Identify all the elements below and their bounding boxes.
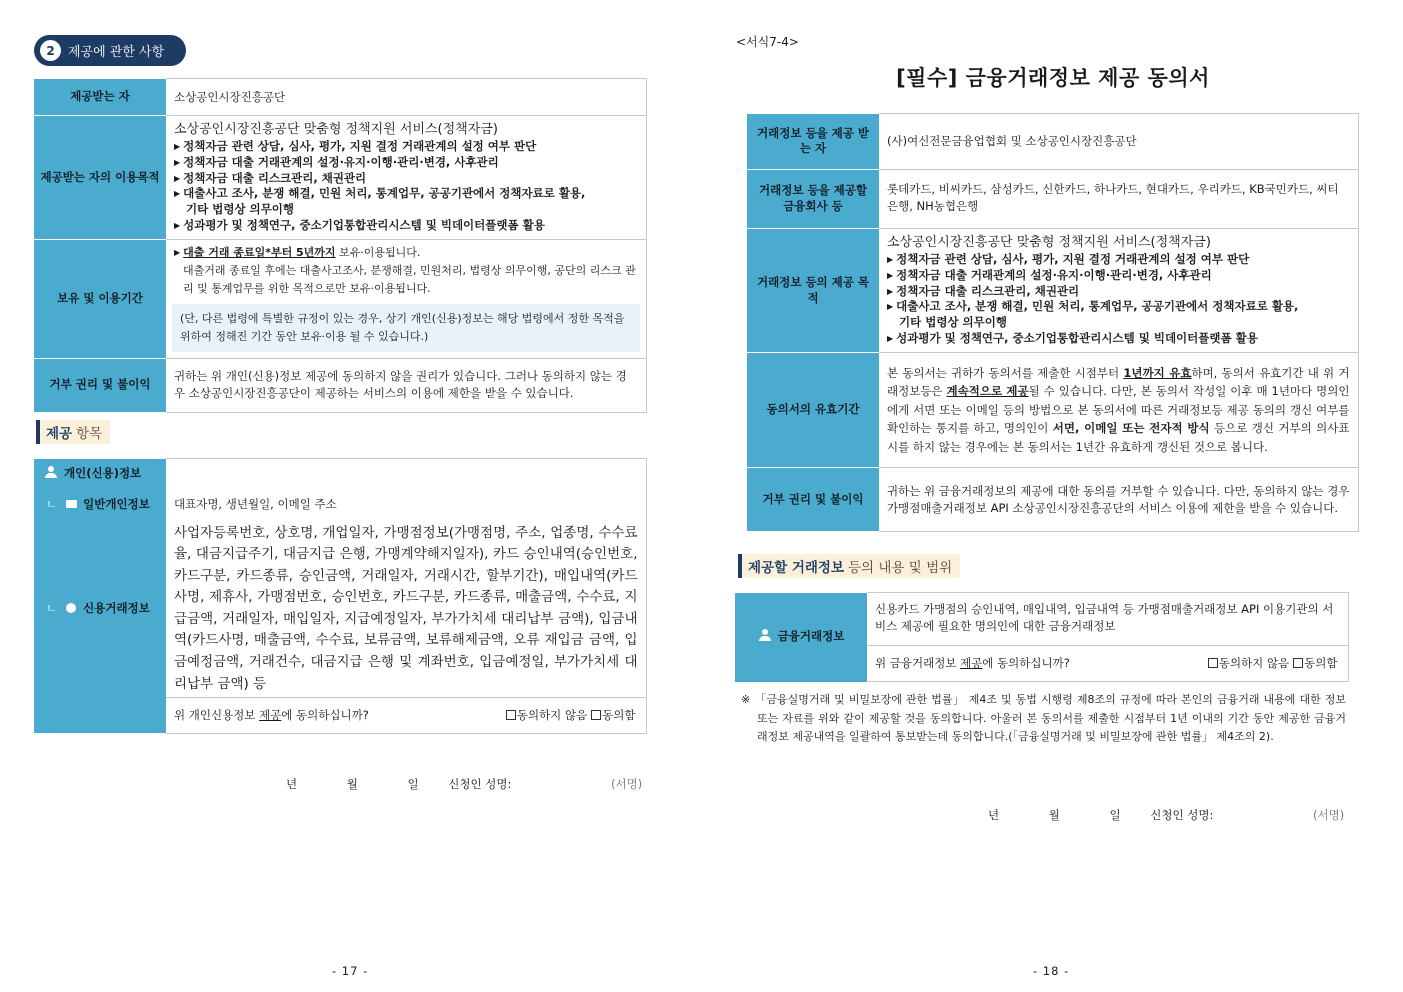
applicant-name-label: 신청인 성명: xyxy=(1150,808,1214,822)
purpose-label: 거래정보 등의 제공 목적 xyxy=(747,229,879,353)
purpose-label: 제공받는 자의 이용목적 xyxy=(34,116,166,240)
applicant-name-label: 신청인 성명: xyxy=(448,777,512,791)
purpose-item: ▶ 정책자금 관련 상담, 심사, 평가, 지원 결정 거래관계의 설정 여부 판단 xyxy=(174,139,638,155)
purpose-item: ▶ 성과평가 및 정책연구, 중소기업통합관리시스템 및 빅데이터플랫폼 활용 xyxy=(174,218,638,234)
purpose-item: ▶ 성과평가 및 정책연구, 중소기업통합관리시스템 및 빅데이터플랫폼 활용 xyxy=(887,331,1350,347)
items-table xyxy=(34,458,647,734)
clock-icon xyxy=(66,603,76,613)
recipient-label: 거래정보 등을 제공 받는 자 xyxy=(747,114,879,170)
recipient-row xyxy=(34,79,646,116)
agree-label: 동의함 xyxy=(602,708,636,723)
sign-month: 월 xyxy=(1048,808,1060,822)
validity-row xyxy=(747,353,1358,468)
fin-info-label: 금융거래정보 xyxy=(735,593,867,682)
retention-label: 보유 및 이용기간 xyxy=(34,240,166,359)
signature-placeholder: (서명) xyxy=(611,777,643,791)
refusal-text: 귀하는 위 금융거래정보의 제공에 대한 동의를 거부할 수 있습니다. 다만, 동의하지 않는 경우가맹점매출거래정보 API 소상공인시장진흥공단의 서비스 이용에 제한을 받을 수 있습니다. xyxy=(879,468,1358,532)
items-subheading xyxy=(36,420,110,444)
purpose-item-cont: 기타 법령상 의무이행 xyxy=(899,315,1007,330)
credit-info-value: 사업자등록번호, 상호명, 개업일자, 가맹점정보(가맹점명, 주소, 업종명, 수수료율, 대금지급주기, 대금지급 은행, 가맹계약해지일자), 카드 승인내역(승인번호, 카드구분, 카드종류, 승인금액, 거래일자, 거래시간, 할부기간), 매입내역(카드사명, 제휴사, 가맹점번호, 승인번호, 카드구분, 카드종류, 매출금액, 수수료, 지급금액, 거래일자, 매입일자, 지급예정일자, 부가가치세 대리납부 금액), 입금내역(카드사명, 매출금액, 수수료, 보류금액, 보류해제금액, 오류 재입금 금액, 입금예정금액, 거래건수, 대금지급 은행 및 계좌번호, 입금예정일, 부가가치세 대리납부 금액) 등 xyxy=(166,521,646,698)
fin-info-table xyxy=(735,592,1349,682)
retention-note: (단, 다른 법령에 특별한 규정이 있는 경우, 상기 개인(신용)정보는 해당 법령에서 정한 목적을 위하여 정해진 기간 동안 보유·이용 될 수 있습니다.) xyxy=(172,304,640,351)
fin-info-value: 신용카드 가맹점의 승인내역, 매입내역, 입금내역 등 가맹점매출거래정보 API 이용기관의 서비스 제공에 필요한 명의인에 대한 금융거래정보 xyxy=(867,593,1348,646)
refusal-label: 거부 권리 및 불이익 xyxy=(34,358,166,412)
recipient-label: 제공받는 자 xyxy=(34,79,166,116)
recipient-value: 소상공인시장진흥공단 xyxy=(166,79,646,116)
sign-line xyxy=(988,807,1344,823)
sign-year: 년 xyxy=(988,808,1000,822)
refusal-label: 거부 권리 및 불이익 xyxy=(747,468,879,532)
items-heading-rest: 항목 xyxy=(76,426,103,442)
sign-line xyxy=(286,776,642,792)
retention-detail: 대출거래 종료일 후에는 대출사고조사, 분쟁해결, 민원처리, 법령상 의무이행, 공단의 리스크 관리 및 통계업무를 위한 목적으로만 보유·이용됩니다. xyxy=(183,264,636,296)
form-code: <서식7-4> xyxy=(736,35,799,49)
agree-checkbox[interactable] xyxy=(1293,658,1303,668)
purpose-item: ▶ 대출사고 조사, 분쟁 해결, 민원 처리, 통계업무, 공공기관에서 정책자료로 활용, xyxy=(887,299,1350,315)
purpose-item: ▶ 정책자금 대출 거래관계의 설정·유지·이행·관리·변경, 사후관리 xyxy=(887,268,1350,284)
purpose-item: ▶ 대출사고 조사, 분쟁 해결, 민원 처리, 통계업무, 공공기관에서 정책자료로 활용, xyxy=(174,186,638,202)
disagree-label: 동의하지 않음 xyxy=(1218,656,1290,670)
general-info-label: ㄴ 일반개인정보 xyxy=(34,489,166,521)
disagree-label: 동의하지 않음 xyxy=(516,708,588,723)
purpose-row xyxy=(747,229,1358,353)
disagree-checkbox[interactable] xyxy=(506,710,516,720)
disagree-checkbox[interactable] xyxy=(1208,658,1218,668)
sign-year: 년 xyxy=(286,777,298,791)
fin-info-row xyxy=(735,593,1348,646)
page-18 xyxy=(703,0,1403,992)
general-info-row xyxy=(34,489,646,521)
document-title: [필수] 금융거래정보 제공 동의서 xyxy=(896,66,1210,90)
refusal-row xyxy=(747,468,1358,532)
sign-month: 월 xyxy=(346,777,358,791)
page-number: - 18 - xyxy=(1033,964,1070,978)
purpose-item-cont: 기타 법령상 의무이행 xyxy=(186,202,294,217)
person-icon xyxy=(758,629,772,641)
scope-heading-bold: 제공할 거래정보 xyxy=(748,560,844,576)
retention-cell xyxy=(166,240,646,359)
purpose-list xyxy=(166,116,646,240)
purpose-item: ▶ 정책자금 대출 리스크관리, 채권관리 xyxy=(887,284,1350,300)
signature-placeholder: (서명) xyxy=(1313,808,1345,822)
scope-subheading xyxy=(738,554,960,578)
provision-table xyxy=(34,78,647,413)
folder-icon xyxy=(66,500,77,508)
purpose-title: 소상공인시장진흥공단 맞춤형 정책지원 서비스(정책자금) xyxy=(887,234,1211,250)
fin-consent-question: 위 금융거래정보 제공에 동의하십니까? 동의하지 않음 동의함 xyxy=(867,646,1348,682)
personal-info-row xyxy=(34,459,646,489)
section-heading xyxy=(34,35,186,66)
general-info-value: 대표자명, 생년월일, 이메일 주소 xyxy=(166,489,646,521)
retention-period: 대출 거래 종료일*부터 5년까지 xyxy=(183,246,336,259)
provider-label: 거래정보 등을 제공할 금융회사 등 xyxy=(747,170,879,229)
sign-day: 일 xyxy=(1109,808,1121,822)
retention-row xyxy=(34,240,646,359)
page-17 xyxy=(0,0,700,992)
purpose-item: ▶ 정책자금 관련 상담, 심사, 평가, 지원 결정 거래관계의 설정 여부 판단 xyxy=(887,252,1350,268)
scope-heading-rest: 등의 내용 및 범위 xyxy=(848,560,953,576)
purpose-title: 소상공인시장진흥공단 맞춤형 정책지원 서비스(정책자금) xyxy=(174,121,498,137)
agree-checkbox[interactable] xyxy=(591,710,601,720)
person-icon xyxy=(44,466,58,478)
purpose-item: ▶ 정책자금 대출 리스크관리, 채권관리 xyxy=(174,171,638,187)
credit-info-row xyxy=(34,521,646,698)
recipient-value: (사)여신전문금융업협회 및 소상공인시장진흥공단 xyxy=(879,114,1358,170)
section-title: 제공에 관한 사항 xyxy=(68,45,165,60)
purpose-row xyxy=(34,116,646,240)
section-number: 2 xyxy=(40,40,61,61)
retention-tail: 보유·이용됩니다. xyxy=(335,246,421,259)
legal-footnote: ※ 「금융실명거래 및 비밀보장에 관한 법률」 제4조 및 동법 시행령 제8조의 규정에 따라 본인의 금융거래 내용에 대한 정보 또는 자료를 위와 같이 제공할 것을 동의합니다. 아울러 본 동의서를 제출한 시점부터 1년 이내의 기간 동안 제공한 금융거래정보 제공내역을 일괄하여 통보받는데 동의합니다.(「금융실명거래 및 비밀보장에 관한 법률」 제4조의 2). xyxy=(741,693,1346,744)
fin-consent-table xyxy=(747,113,1359,532)
purpose-item: ▶ 정책자금 대출 거래관계의 설정·유지·이행·관리·변경, 사후관리 xyxy=(174,155,638,171)
page-number: - 17 - xyxy=(332,964,369,978)
refusal-text: 귀하는 위 개인(신용)정보 제공에 동의하지 않을 권리가 있습니다. 그러나 동의하지 않는 경우 소상공인시장진흥공단이 제공하는 서비스의 이용에 제한을 받을 수 있습니다. xyxy=(166,358,646,412)
recipient-row xyxy=(747,114,1358,170)
consent-question: 위 개인신용정보 제공에 동의하십니까? 동의하지 않음 동의함 xyxy=(166,698,646,734)
agree-label: 동의함 xyxy=(1304,656,1338,670)
provider-value: 롯데카드, 비씨카드, 삼성카드, 신한카드, 하나카드, 현대카드, 우리카드, KB국민카드, 씨티은행, NH농협은행 xyxy=(879,170,1358,229)
validity-text: 본 동의서는 귀하가 동의서를 제출한 시점부터 1년까지 유효하며, 동의서 유효기간 내 위 거래정보등은 계속적으로 제공될 수 있습니다. 다만, 본 동의서 작성일 이후 매 1년마다 명의인에게 서면 또는 이메일 등의 방법으로 본 동의서에 따른 거래정보등 제공 동의의 갱신 여부를 확인하는 통지를 하고, 명의인이 서면, 이메일 또는 전자적 방식 등으로 갱신 거부의 의사표시를 하지 않는 경우에는 본 동의서는 1년간 유효하게 갱신된 것으로 봅니다. xyxy=(879,353,1358,468)
credit-info-label: ㄴ 신용거래정보 xyxy=(34,521,166,698)
validity-label: 동의서의 유효기간 xyxy=(747,353,879,468)
refusal-row xyxy=(34,358,646,412)
provider-row xyxy=(747,170,1358,229)
sign-day: 일 xyxy=(407,777,419,791)
items-heading-bold: 제공 xyxy=(46,426,73,442)
consent-row xyxy=(34,698,646,734)
personal-info-label: 개인(신용)정보 xyxy=(34,459,166,489)
purpose-list xyxy=(879,229,1358,353)
